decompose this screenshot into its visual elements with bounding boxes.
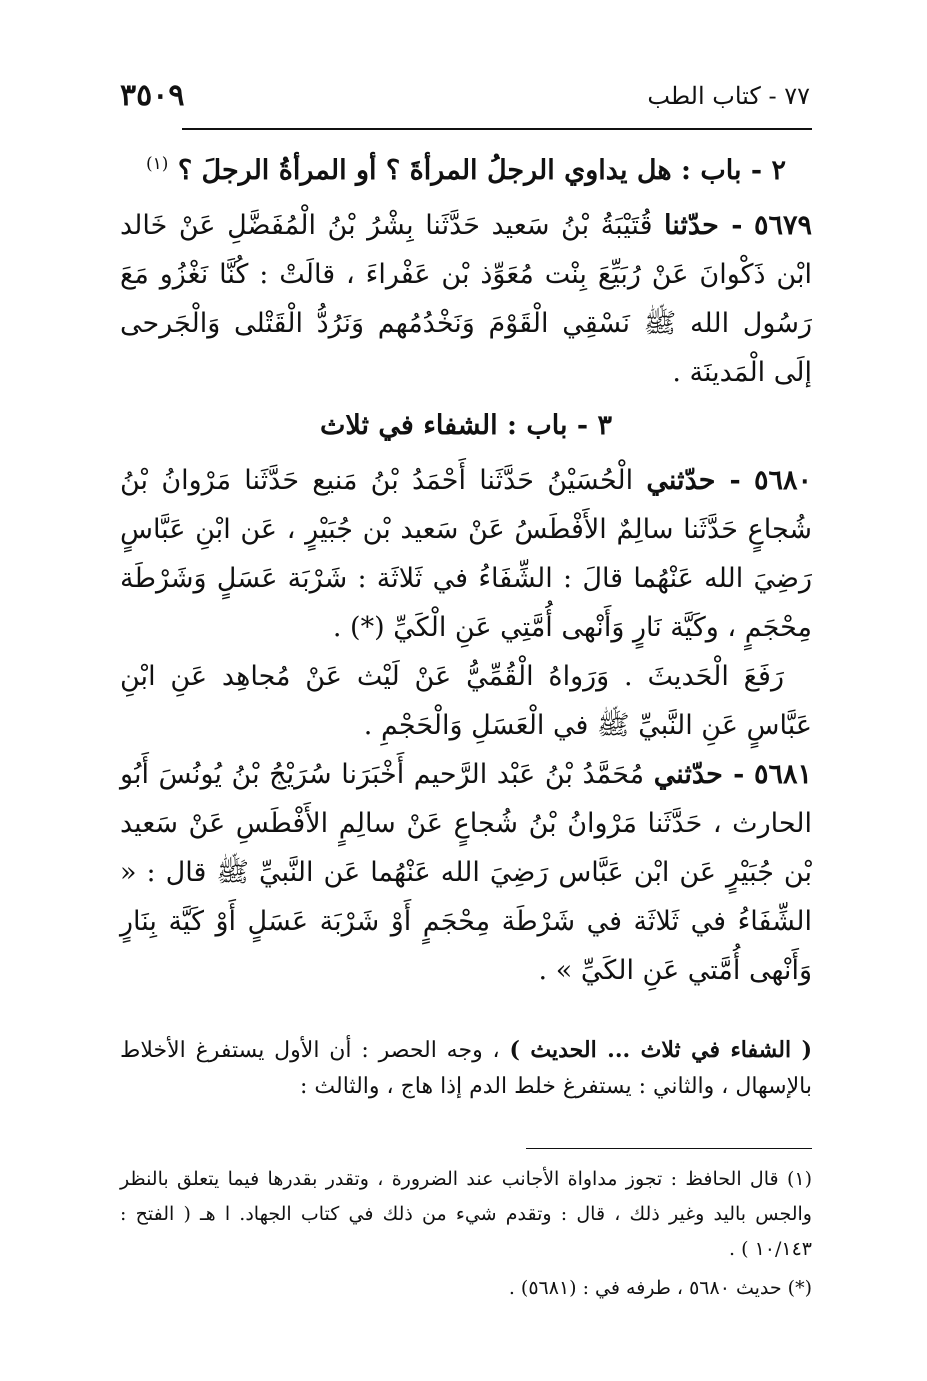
chapter-heading-3: [120, 401, 812, 450]
footnote-text: حديث ٥٦٨٠ ، طرفه في : (٥٦٨١) .: [508, 1277, 782, 1299]
header-rule: [182, 128, 812, 130]
footnote-marker: (*): [787, 1277, 812, 1299]
chapter-heading-2-text: ٢ - باب : هل يداوي الرجلُ المرأةَ ؟ أو المرأةُ الرجلَ ؟: [177, 155, 786, 186]
chapter-heading-2: [120, 140, 812, 195]
chapter-heading-3-text: ٣ - باب : الشفاء في ثلاث: [319, 410, 613, 441]
hadith-opening: حدّثنا: [664, 210, 719, 241]
footnote-text: قال الحافظ : تجوز مداواة الأجانب عند الضرورة ، وتقدر بقدرها فيما يتعلق بالنظر والجس باليد وغير ذلك ، قال : وتقدم شيء من ذلك في كتاب الجهاد. ا هـ ( الفتح : ١٠/١٤٣ ) .: [120, 1168, 812, 1260]
commentary-text: ، وجه الحصر : أن الأول يستفرغ الأخلاط بالإسهال ، والثاني : يستفرغ خلط الدم إذا هاج ، والثالث :: [120, 1038, 812, 1099]
footnote-1: [120, 1162, 812, 1267]
page-number: ٣٥٠٩: [120, 78, 185, 113]
footnotes: [120, 1162, 812, 1310]
commentary: [120, 1032, 812, 1105]
hadith-opening: حدّثني: [646, 465, 716, 496]
running-header: [120, 78, 810, 118]
hadith-5680: ٥٦٨٠ - حدّثني الْحُسَيْنُ حَدَّثَنا أَحْمَدُ بْنُ مَنيع حَدَّثَنا مَرْوانُ بْنُ شُجاعٍ حَدَّثَنا سالِمٌ الأَفْطَسُ عَنْ سَعيد بْن جُبَيْرٍ ، عَن ابْنِ عَبَّاسٍ رَضِيَ الله عَنْهُما قالَ : الشِّفَاءُ في ثَلاثَة : شَرْبَة عَسَلٍ وَشَرْطَة مِحْجَمٍ ، وكَيَّة نَارٍ وَأَنْهى أُمَّتِي عَنِ الْكَيِّ (*) .: [120, 465, 812, 643]
hadith-5681: ٥٦٨١ - حدّثني مُحَمَّدُ بْنُ عَبْد الرَّحيم أَخْبَرَنا سُرَيْجُ بْنُ يُونُسَ أَبُو الحارث ، حَدَّثَنا مَرْوانُ بْنُ شُجاعٍ عَنْ سالِمٍ الأَفْطَسِ عَنْ سَعيد بْن جُبَيْرٍ عَن ابْن عَبَّاس رَضِيَ الله عَنْهُما عَن النَّبيِّ ﷺ قال : « الشِّفَاءُ في ثَلاثَة في شَرْطَة مِحْجَمٍ أَوْ شَرْبَة عَسَلٍ أَوْ كَيَّة بِنَارٍ وَأَنْهى أُمَّتي عَنِ الكَيِّ » .: [120, 759, 812, 986]
hadith-text: الْحُسَيْنُ حَدَّثَنا أَحْمَدُ بْنُ مَنيع حَدَّثَنا مَرْوانُ بْنُ شُجاعٍ حَدَّثَنا سالِمٌ الأَفْطَسُ عَنْ سَعيد بْن جُبَيْرٍ ، عَن ابْنِ عَبَّاسٍ رَضِيَ الله عَنْهُما قالَ : الشِّفَاءُ في ثَلاثَة : شَرْبَة عَسَلٍ وَشَرْطَة مِحْجَمٍ ، وكَيَّة نَارٍ وَأَنْهى أُمَّتِي عَنِ الْكَيِّ (*) .: [120, 465, 812, 643]
footnote-marker: (١): [786, 1168, 812, 1190]
hadith-text: قُتَيْبَةُ بْنُ سَعيد حَدَّثَنا بِشْرُ بْنُ الْمُفَضَّلِ عَنْ خَالد ابْن ذَكْوانَ عَنْ رُبَيِّعَ بِنْت مُعَوِّذ بْن عَفْراءَ ، قالَتْ : كُنَّا نَغْزُو مَعَ رَسُول الله ﷺ نَسْقِي الْقَوْمَ وَنَخْدُمُهم وَنَرُدُّ الْقَتْلى وَالْجَرحى إلَى الْمَدينَة .: [120, 210, 812, 388]
hadith-number: ٥٦٨٠: [753, 465, 812, 496]
main-text: [120, 140, 812, 995]
hadith-text: مُحَمَّدُ بْنُ عَبْد الرَّحيم أَخْبَرَنا سُرَيْجُ بْنُ يُونُسَ أَبُو الحارث ، حَدَّثَنا مَرْوانُ بْنُ شُجاعٍ عَنْ سالِمٍ الأَفْطَسِ عَنْ سَعيد بْن جُبَيْرٍ عَن ابْن عَبَّاس رَضِيَ الله عَنْهُما عَن النَّبيِّ ﷺ قال : « الشِّفَاءُ في ثَلاثَة في شَرْطَة مِحْجَمٍ أَوْ شَرْبَة عَسَلٍ أَوْ كَيَّة بِنَارٍ وَأَنْهى أُمَّتي عَنِ الكَيِّ » .: [120, 759, 812, 986]
running-title: ٧٧ - كتاب الطب: [647, 82, 810, 110]
hadith-5679: ٥٦٧٩ - حدّثنا قُتَيْبَةُ بْنُ سَعيد حَدَّثَنا بِشْرُ بْنُ الْمُفَضَّلِ عَنْ خَالد ابْن ذَكْوانَ عَنْ رُبَيِّعَ بِنْت مُعَوِّذ بْن عَفْراءَ ، قالَتْ : كُنَّا نَغْزُو مَعَ رَسُول الله ﷺ نَسْقِي الْقَوْمَ وَنَخْدُمُهم وَنَرُدُّ الْقَتْلى وَالْجَرحى إلَى الْمَدينَة .: [120, 210, 812, 388]
footnote-star: [120, 1271, 812, 1306]
hadith-opening: حدّثني: [653, 759, 723, 790]
footnote-rule: [526, 1148, 812, 1149]
footnote-marker-1: (١): [145, 154, 169, 174]
commentary-lemma: ( الشفاء في ثلاث ... الحديث ): [509, 1037, 812, 1063]
hadith-number: ٥٦٧٩: [753, 210, 812, 241]
hadith-number: ٥٦٨١: [753, 759, 812, 790]
hadith-5680-continuation: رَفَعَ الْحَديثَ . وَرَواهُ الْقُمِّيُّ عَنْ لَيْث عَنْ مُجاهِد عَنِ ابْنِ عَبَّاسٍ عَنِ النَّبيِّ ﷺ في الْعَسَلِ وَالْحَجْمِ .: [120, 661, 812, 741]
